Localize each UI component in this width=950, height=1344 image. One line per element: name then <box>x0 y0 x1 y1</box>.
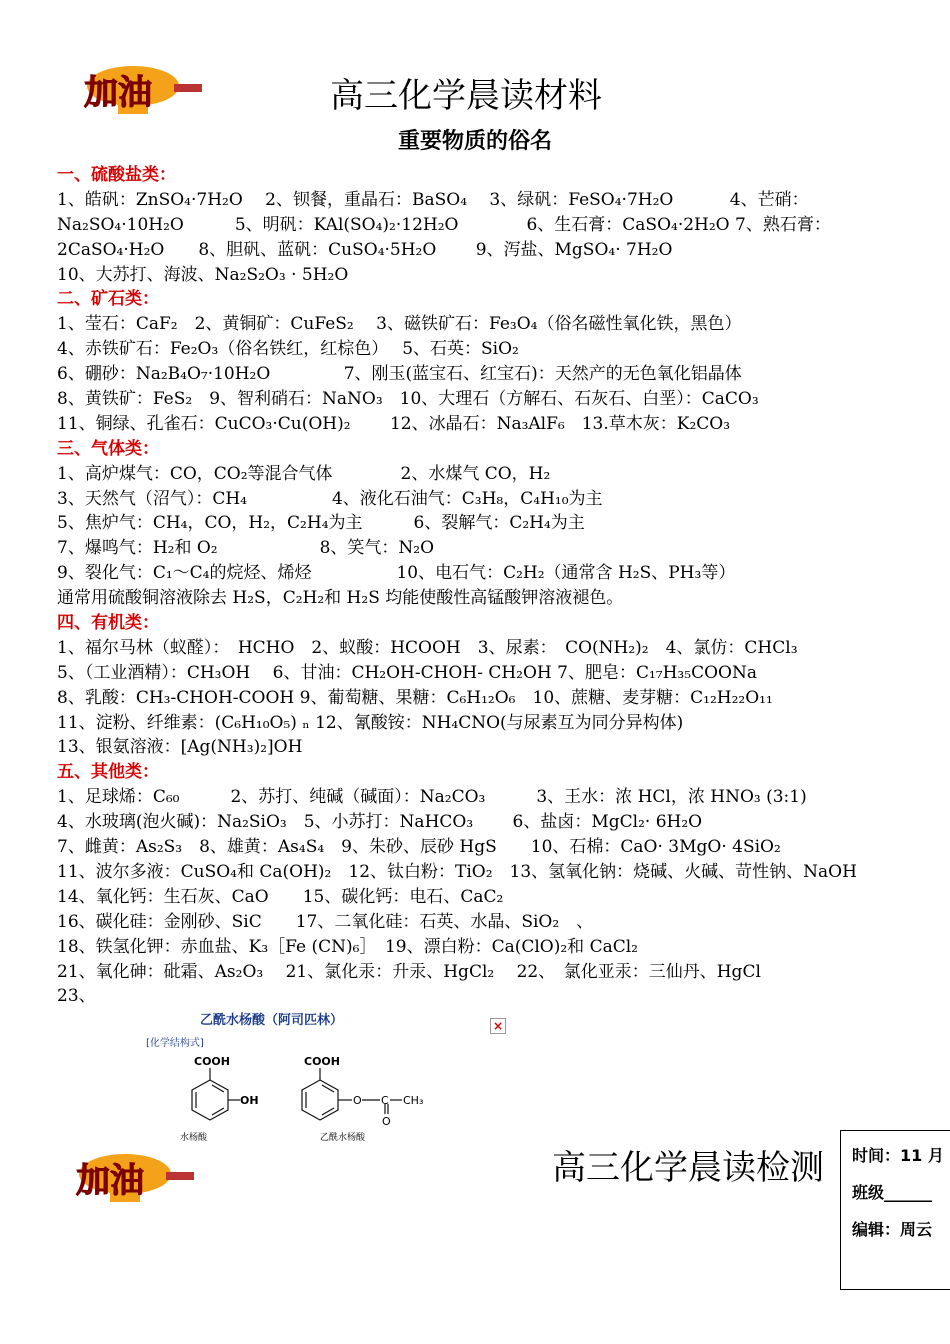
broken-image-icon: × <box>490 1018 506 1034</box>
jiayou-logo-bottom <box>70 1150 200 1205</box>
text-line: 2CaSO₄·H₂O 8、胆矾、蓝矾：CuSO₄·5H₂O 9、泻盐、MgSO₄· 7H₂O <box>57 239 673 260</box>
editor-label: 编辑：周云 <box>852 1220 933 1239</box>
content-body <box>57 163 947 1009</box>
section-heading: 四、有机类： <box>57 613 159 634</box>
section-heading: 五、其他类： <box>57 762 159 783</box>
section-heading: 三、气体类： <box>57 438 159 459</box>
class-label: 班级______ <box>852 1183 933 1202</box>
logo-text: 加油 <box>84 73 152 113</box>
carbonyl-o-label: O <box>382 1115 391 1128</box>
page-title: 高三化学晨读材料 <box>330 76 602 116</box>
aspirin-tag: [化学结构式] <box>146 1038 204 1049</box>
section-heading: 二、矿石类： <box>57 289 159 310</box>
text-line: 21、氧化砷：砒霜、As₂O₃ 21、氯化汞：升汞、HgCl₂ 22、 氯化亚汞：三仙丹、HgCl <box>57 961 761 982</box>
cooh-label-1: COOH <box>194 1055 230 1068</box>
logo-text-bottom: 加油 <box>76 1161 144 1201</box>
text-line: 4、赤铁矿石：Fe₂O₃（俗名铁红，红棕色） 5、石英：SiO₂ <box>57 339 519 360</box>
text-line: 1、莹石：CaF₂ 2、黄铜矿：CuFeS₂ 3、磁铁矿石：Fe₃O₄（俗名磁性氧化铁，黑色） <box>57 314 742 335</box>
text-line: 10、大苏打、海波、Na₂S₂O₃ · 5H₂O <box>57 264 349 285</box>
text-line: 9、裂化气：C₁～C₄的烷烃、烯烃 10、电石气：C₂H₂（通常含 H₂S、PH₃等） <box>57 563 736 584</box>
text-line: 1、福尔马林（蚁醛）： HCHO 2、蚁酸：HCOOH 3、尿素： CO(NH₂)₂ 4、氯仿：CHCl₃ <box>57 637 798 658</box>
text-line: 5、（工业酒精）：CH₃OH 6、甘油：CH₂OH-CHOH- CH₂OH 7、肥皂：C₁₇H₃₅COONa <box>57 662 757 683</box>
salicylic-acid-name: 水杨酸 <box>180 1133 208 1143</box>
aspirin-structure-figure <box>130 1010 450 1150</box>
text-line: 4、水玻璃(泡火碱)：Na₂SiO₃ 5、小苏打：NaHCO₃ 6、盐卤：MgCl₂· 6H₂O <box>57 812 703 833</box>
text-line: 5、焦炉气：CH₄，CO，H₂，C₂H₄为主 6、裂解气：C₂H₄为主 <box>57 513 585 534</box>
info-box <box>840 1130 950 1290</box>
text-line: 11、铜绿、孔雀石：CuCO₃·Cu(OH)₂ 12、冰晶石：Na₃AlF₆ 13.草木灰：K₂CO₃ <box>57 413 731 434</box>
time-label: 时间：11 月 <box>852 1146 944 1165</box>
section-heading: 一、硫酸盐类： <box>57 165 176 185</box>
text-line: 6、硼砂：Na₂B₄O₇·10H₂O 7、刚玉(蓝宝石、红宝石)：天然产的无色氧化铝晶体 <box>57 364 742 385</box>
text-line: 16、碳化硅：金刚砂、SiC 17、二氧化硅：石英、水晶、SiO₂ 、 <box>57 911 594 932</box>
ester-o-label: O <box>353 1094 362 1107</box>
text-line: 3、天然气（沼气）：CH₄ 4、液化石油气：C₃H₈，C₄H₁₀为主 <box>57 488 603 509</box>
text-line: 18、铁氢化钾：赤血盐、K₃［Fe (CN)₆］ 19、漂白粉：Ca(ClO)₂和 CaCl₂ <box>57 936 638 957</box>
text-line: 13、银氨溶液：[Ag(NH₃)₂]OH <box>57 737 303 758</box>
carbonyl-c-label: C <box>381 1094 389 1107</box>
ch3-label: CH₃ <box>403 1094 424 1107</box>
text-line: 8、黄铁矿：FeS₂ 9、智利硝石：NaNO₃ 10、大理石（方解石、石灰石、白垩）：CaCO₃ <box>57 389 759 410</box>
aspirin-title: 乙酰水杨酸（阿司匹林） <box>200 1013 344 1028</box>
text-line: 14、氧化钙：生石灰、CaO 15、碳化钙：电石、CaC₂ <box>57 886 504 907</box>
text-line: 11、波尔多液：CuSO₄和 Ca(OH)₂ 12、钛白粉：TiO₂ 13、氢氧化钠：烧碱、火碱、苛性钠、NaOH <box>57 861 857 882</box>
text-line: 7、爆鸣气：H₂和 O₂ 8、笑气：N₂O <box>57 538 435 559</box>
text-line: 1、足球烯：C₆₀ 2、苏打、纯碱（碱面）：Na₂CO₃ 3、王水：浓 HCl，浓 HNO₃ (3:1) <box>57 787 807 808</box>
quiz-title: 高三化学晨读检测 <box>552 1148 824 1188</box>
text-line: Na₂SO₄·10H₂O 5、明矾：KAl(SO₄)₂·12H₂O 6、生石膏：CaSO₄·2H₂O 7、熟石膏： <box>57 214 831 235</box>
text-line: 1、高炉煤气：CO，CO₂等混合气体 2、水煤气 CO，H₂ <box>57 463 551 484</box>
oh-label: OH <box>240 1094 259 1107</box>
text-line: 通常用硫酸铜溶液除去 H₂S，C₂H₂和 H₂S 均能使酸性高锰酸钾溶液褪色。 <box>57 588 624 609</box>
page-subtitle: 重要物质的俗名 <box>397 129 552 154</box>
jiayou-logo <box>78 62 208 117</box>
text-line: 8、乳酸：CH₃-CHOH-COOH 9、葡萄糖、果糖：C₆H₁₂O₆ 10、蔗糖、麦芽糖：C₁₂H₂₂O₁₁ <box>57 687 773 708</box>
text-line: 11、淀粉、纤维素：(C₆H₁₀O₅) ₙ 12、氰酸铵：NH₄CNO(与尿素互为同分异构体) <box>57 712 684 733</box>
text-line: 7、雌黄：As₂S₃ 8、雄黄：As₄S₄ 9、朱砂、辰砂 HgS 10、石棉：CaO· 3MgO· 4SiO₂ <box>57 837 781 858</box>
cooh-label-2: COOH <box>304 1055 340 1068</box>
text-line: 1、皓矾：ZnSO₄·7H₂O 2、钡餐，重晶石：BaSO₄ 3、绿矾：FeSO₄·7H₂O 4、芒硝： <box>57 189 809 210</box>
text-line: 23、 <box>57 986 96 1007</box>
aspirin-name: 乙酰水杨酸 <box>320 1133 366 1143</box>
